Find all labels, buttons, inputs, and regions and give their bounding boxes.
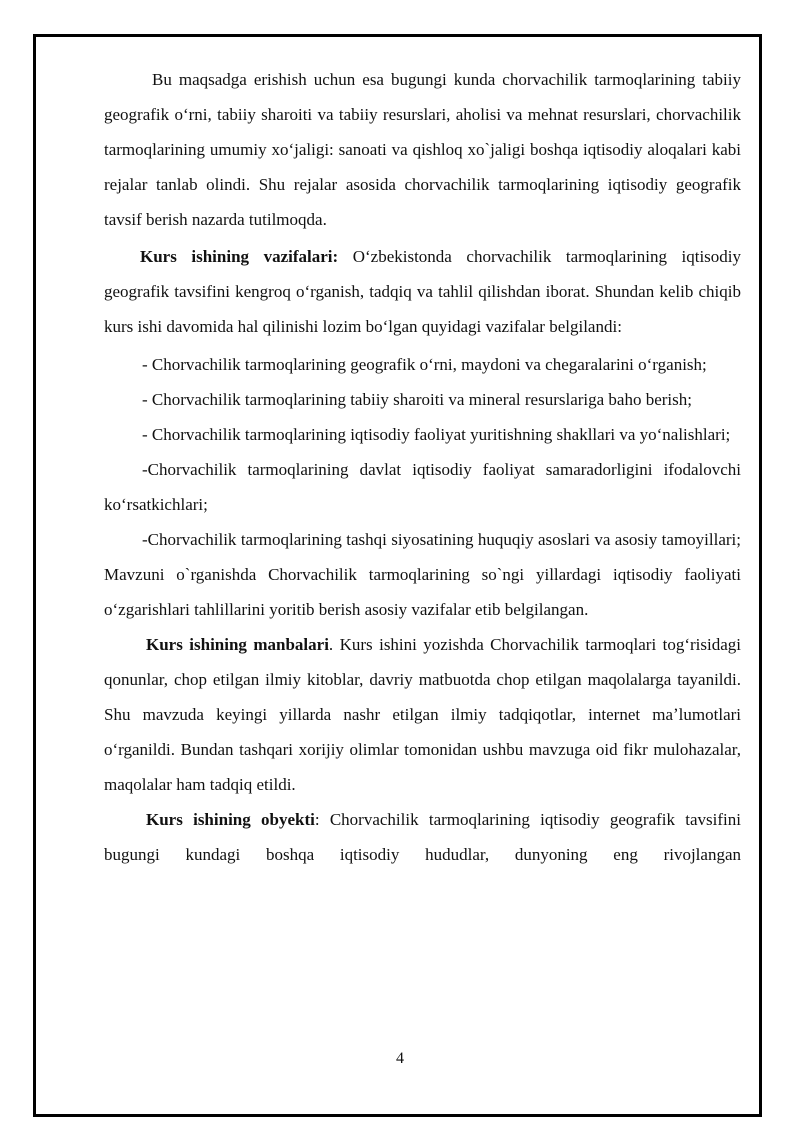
list-item: -Chorvachilik tarmoqlarining tashqi siyosatining huquqiy asoslari va asosiy tamoyillari; Mavzuni o`rganishda Chorvachilik tarmoqlarining so`ngi yillardagi iqtisodiy faoliyati oʻzgarishlari tahlillarini yoritib berish asosiy vazifalar etib belgilangan.: [104, 530, 741, 619]
page-number: 4: [396, 1050, 404, 1067]
object-text: : Chorvachilik tarmoqlarining iqtisodiy geografik tavsifini bugungi kundagi boshqa iqtisodiy hududlar, dunyoning eng rivojlangan: [104, 810, 741, 864]
object-paragraph: [104, 802, 741, 872]
document-body: [104, 62, 741, 872]
list-item: - Chorvachilik tarmoqlarining tabiiy sharoiti va mineral resurslariga baho berish;: [142, 390, 692, 409]
sources-paragraph: [104, 627, 741, 802]
tasks-heading: Kurs ishining vazifalari:: [140, 247, 339, 266]
tasks-paragraph: [104, 239, 741, 344]
intro-paragraph: Bu maqsadga erishish uchun esa bugungi kunda chorvachilik tarmoqlarining tabiiy geografik oʻrni, tabiiy sharoiti va tabiiy resurslari, aholisi va mehnat resurslari, chorvachilik tarmoqlarining umumiy xoʻjaligi: sanoati va qishloq xo`jaligi boshqa iqtisodiy aloqalari kabi rejalar tanlab olindi. Shu rejalar asosida chorvachilik tarmoqlarining iqtisodiy geografik tavsif berish nazarda tutilmoqda.: [104, 70, 741, 229]
list-item: - Chorvachilik tarmoqlarining iqtisodiy faoliyat yuritishning shakllari va yoʻnalishlari;: [142, 425, 731, 444]
sources-text: . Kurs ishini yozishda Chorvachilik tarmoqlari togʻrisidagi qonunlar, chop etilgan ilmiy kitoblar, davriy matbuotda chop etilgan maqolalarga tayanildi. Shu mavzuda keyingi yillarda nashr etilgan ilmiy tadqiqotlar, internet maʼlumotlari oʻrganildi. Bundan tashqari xorijiy olimlar tomonidan ushbu mavzuga oid fikr mulohazalar, maqolalar ham tadqiq etildi.: [104, 635, 741, 794]
tasks-text: Oʻzbekistonda chorvachilik tarmoqlarining iqtisodiy geografik tavsifini kengroq oʻrganish, tadqiq va tahlil qilishdan iborat. Shundan kelib chiqib kurs ishi davomida hal qilinishi lozim boʻlgan quyidagi vazifalar belgilandi:: [104, 247, 741, 336]
object-heading: Kurs ishining obyekti: [146, 810, 315, 829]
sources-heading: Kurs ishining manbalari: [146, 635, 329, 654]
tasks-list: [104, 347, 741, 627]
list-item: - Chorvachilik tarmoqlarining geografik oʻrni, maydoni va chegaralarini oʻrganish;: [142, 355, 707, 374]
list-item: -Chorvachilik tarmoqlarining davlat iqtisodiy faoliyat samaradorligini ifodalovchi koʻrsatkichlari;: [104, 460, 741, 514]
